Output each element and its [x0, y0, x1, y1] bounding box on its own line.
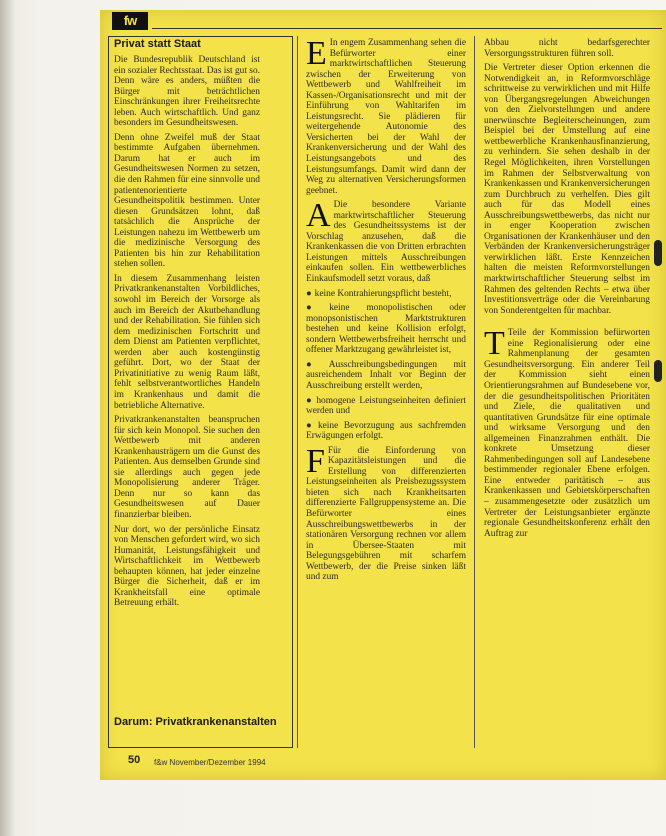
drop-cap: E — [306, 35, 327, 72]
paragraph-text: Die besondere Variante marktwirtschaftlicher Steuerung des Gesundheitssystems ist der Vorschlag anzusehen, daß die Krankenkassen die von Dritten erbrachten Leistungen mittels Ausschreibungen einkaufen sollen. Ein wettbewerbliches Einkaufsmodell setzt voraus, daß — [306, 200, 466, 285]
bullet-item — [306, 396, 466, 417]
sidebar-paragraph: Nur dort, wo der persönliche Einsatz von Menschen gefordert wird, wo sich Humanität, Leistungsfähigkeit und Wirtschaftlichkeit im Wettbewerb behaupten können, hat jeder einzelne Bürger die Sicherheit, daß er im Krankheitsfall eine optimale Betreuung erhält. — [114, 524, 260, 609]
sidebar-paragraph: Privatkrankenanstalten beanspruchen für sich kein Monopol. Sie suchen den Wettbewerb mit anderen Krankenhausträgern um die Gunst des Patienten. Aus demselben Grunde sind sie allerdings auch gegen jede Monopolisierung anderer Träger. Denn nur so kann das Gesundheitswesen auf Dauer finanzierbar bleiben. — [114, 415, 260, 520]
article-paragraph — [306, 35, 466, 196]
binder-tab-mark — [654, 360, 662, 382]
column-divider-1 — [297, 36, 298, 748]
drop-cap: T — [484, 325, 505, 363]
magazine-logo: fw — [112, 12, 148, 30]
paragraph-text: Für die Einforderung von Kapazitätsleistungen und die Erstellung von differenzierten Leistungseinheiten als Preisbezugssystem bieten sich nach Krankheitsarten differenzierte Fallgruppensysteme an. Die Befürworter eines Ausschreibungswettbewerbs in der stationären Versorgung rechnen vor allem in Übersee-Staaten mit Belegungsgebühren mit scharfem Wettbewerb, der die Preise sinken läßt und zum — [306, 445, 466, 583]
drop-cap: A — [306, 197, 331, 235]
paragraph-text: Teile der Kommission befürworten eine Regionalisierung oder eine Rahmenplanung der gesamten Gesundheitsversorgung. Ein anderer Teil der Kommission sieht einen Orientierungsrahmen auf Bundesebene vor, der die gesundheitspolitischen Prioritäten und Ziele, die qualitativen und quantitativen Grundsätze für eine optimale und wirksame Versorgung und den allgemeinen Finanzrahmen enthält. Die konkrete Umsetzung dieser Rahmenbedingungen soll auf Landesebene bestimmender regionaler Ebene erfolgen. Eine entweder paritätisch – aus Krankenkassen und Gebietskörperschaften – zusammengesetzte oder zusätzlich um Vertreter der Leistungsanbieter ergänzte regionale Gesundheitskonferenz erhält den Auftrag zur — [484, 328, 650, 539]
sidebar-paragraph: Die Bundesrepublik Deutschland ist ein sozialer Rechtsstaat. Das ist gut so. Denn wäre es anders, müßten die Bürger mit beträchtlichen Einschränkungen ihrer Freiheitsrechte leben. Auch wirtschaftlich. Und ganz besonders im Gesundheitswesen. — [114, 55, 260, 129]
bullet-icon: ● — [306, 395, 314, 406]
article-paragraph — [484, 325, 650, 539]
sidebar-box-title: Privat statt Staat — [114, 38, 201, 50]
article-paragraph: Die Vertreter dieser Option erkennen die Notwendigkeit an, in Reformvorschläge schrittweise zu verwirklichen und mit Hilfe von Übergangsregelungen Abweichungen von den Zielvorstellungen und andere unerwünschte Begleiterscheinungen, zum Beispiel bei der Umstellung auf eine wettbewerbliche Krankenhausfinanzierung, zu verhindern. Sie sehen deshalb in der Regel Möglichkeiten, ihren Vorstellungen im Rahmen der Selbstverwaltung von Krankenkassen und Krankenversicherungen zum Durchbruch zu verhelfen. Dies gilt auch für das Modell eines Ausschreibungswettbewerbs, das nicht nur in enger Kooperation zwischen Organisationen der Krankenhäuser und den Verbänden der Krankenversicherungsträger verwirklichen läßt. Erste Kennzeichen halten die meisten Reformvorstellungen marktwirtschaftlicher Steuerung selbst im Rahmen des geltenden Rechts – etwa über Investitionsverträge oder die Vereinbarung von Sonderentgelten für machbar. — [484, 63, 650, 316]
bullet-text: Ausschreibungsbedingungen mit ausreichendem Inhalt vor Beginn der Ausschreibung erstellt werden, — [306, 359, 466, 391]
bullet-text: homogene Leistungseinheiten definiert werden und — [306, 395, 466, 417]
article-paragraph — [306, 442, 466, 583]
article-column-2 — [306, 35, 466, 587]
page-number: 50 — [128, 754, 141, 766]
drop-cap: F — [306, 442, 325, 480]
sidebar-box-content — [114, 38, 260, 613]
article-column-3 — [484, 38, 650, 543]
bullet-text: keine Bevorzugung aus sachfremden Erwägungen erfolgt. — [306, 420, 466, 442]
sidebar-paragraph: Denn ohne Zweifel muß der Staat bestimmte Aufgaben übernehmen. Darum hat er auch im Gesundheitswesen Normen zu setzen, die den Rahmen für eine sinnvolle und patientenorientierte Gesundheitspolitik bestimmen. Unter diesen Grundsätzen lohnt, daß tatsächlich die Ansprüche der Leistungen nahezu im Wettbewerb um die medizinische Versorgung des Patienten bis hin zur Rehabilitation stehen sollen. — [114, 132, 260, 270]
bullet-text: keine Kontrahierungspflicht besteht, — [314, 288, 452, 299]
bullet-item — [306, 421, 466, 442]
article-paragraph: Abbau nicht bedarfsgerechter Versorgungsstrukturen führen soll. — [484, 38, 650, 59]
column-divider-2 — [474, 36, 475, 748]
book-spine-shadow — [0, 0, 14, 836]
sidebar-box-footer-title: Darum: Privatkrankenanstalten — [114, 716, 277, 728]
bullet-icon: ● — [306, 359, 326, 370]
bullet-item — [306, 360, 466, 392]
bullet-item — [306, 303, 466, 356]
bullet-text: keine monopolistischen oder monopsonistischen Marktstrukturen bestehen und keine Kollision erfolgt, sondern Wettbewerbsfreiheit herrscht und offener Marktzugang gewährleistet ist, — [306, 303, 466, 356]
article-paragraph — [306, 197, 466, 285]
binder-tab-mark — [654, 240, 662, 266]
bullet-item — [306, 289, 466, 300]
sidebar-paragraph: In diesem Zusammenhang leisten Privatkrankenanstalten Vorbildliches, sowohl im Bereich der Vorsorge als auch im Bereich der Akutbehandlung und der Rehabilitation. Sie fühlen sich dem medizinischen Fortschritt und dem Dienst am Patienten verpflichtet, werden aber auch kostengünstig geführt. Dort, wo der Staat der Privatinitiative zu wenig Raum läßt, fehlt selbstverantwortliches Handeln im Krankenhaus und damit die betriebliche Alternative. — [114, 273, 260, 411]
bullet-icon: ● — [306, 303, 327, 314]
bullet-icon: ● — [306, 288, 312, 299]
issue-footer: f&w November/Dezember 1994 — [154, 758, 266, 767]
bullet-icon: ● — [306, 420, 315, 431]
header-rule — [152, 28, 662, 29]
paragraph-text: In engem Zusammenhang sehen die Befürworter einer marktwirtschaftlichen Steuerung zwischen der Erweiterung von Wettbewerb und Wahlfreiheit im Kassen-/Organisationsrecht und mit der Einführung von Wahltarifen im Leistungsrecht. Sie plädieren für weitergehende Autonomie des Versicherten bei der Wahl der Krankenversicherung und der Wahl des Leistungsangebots und des Leistungsumfangs. Damit wird dann der Weg zu alternativen Versicherungsformen geebnet. — [306, 38, 466, 196]
